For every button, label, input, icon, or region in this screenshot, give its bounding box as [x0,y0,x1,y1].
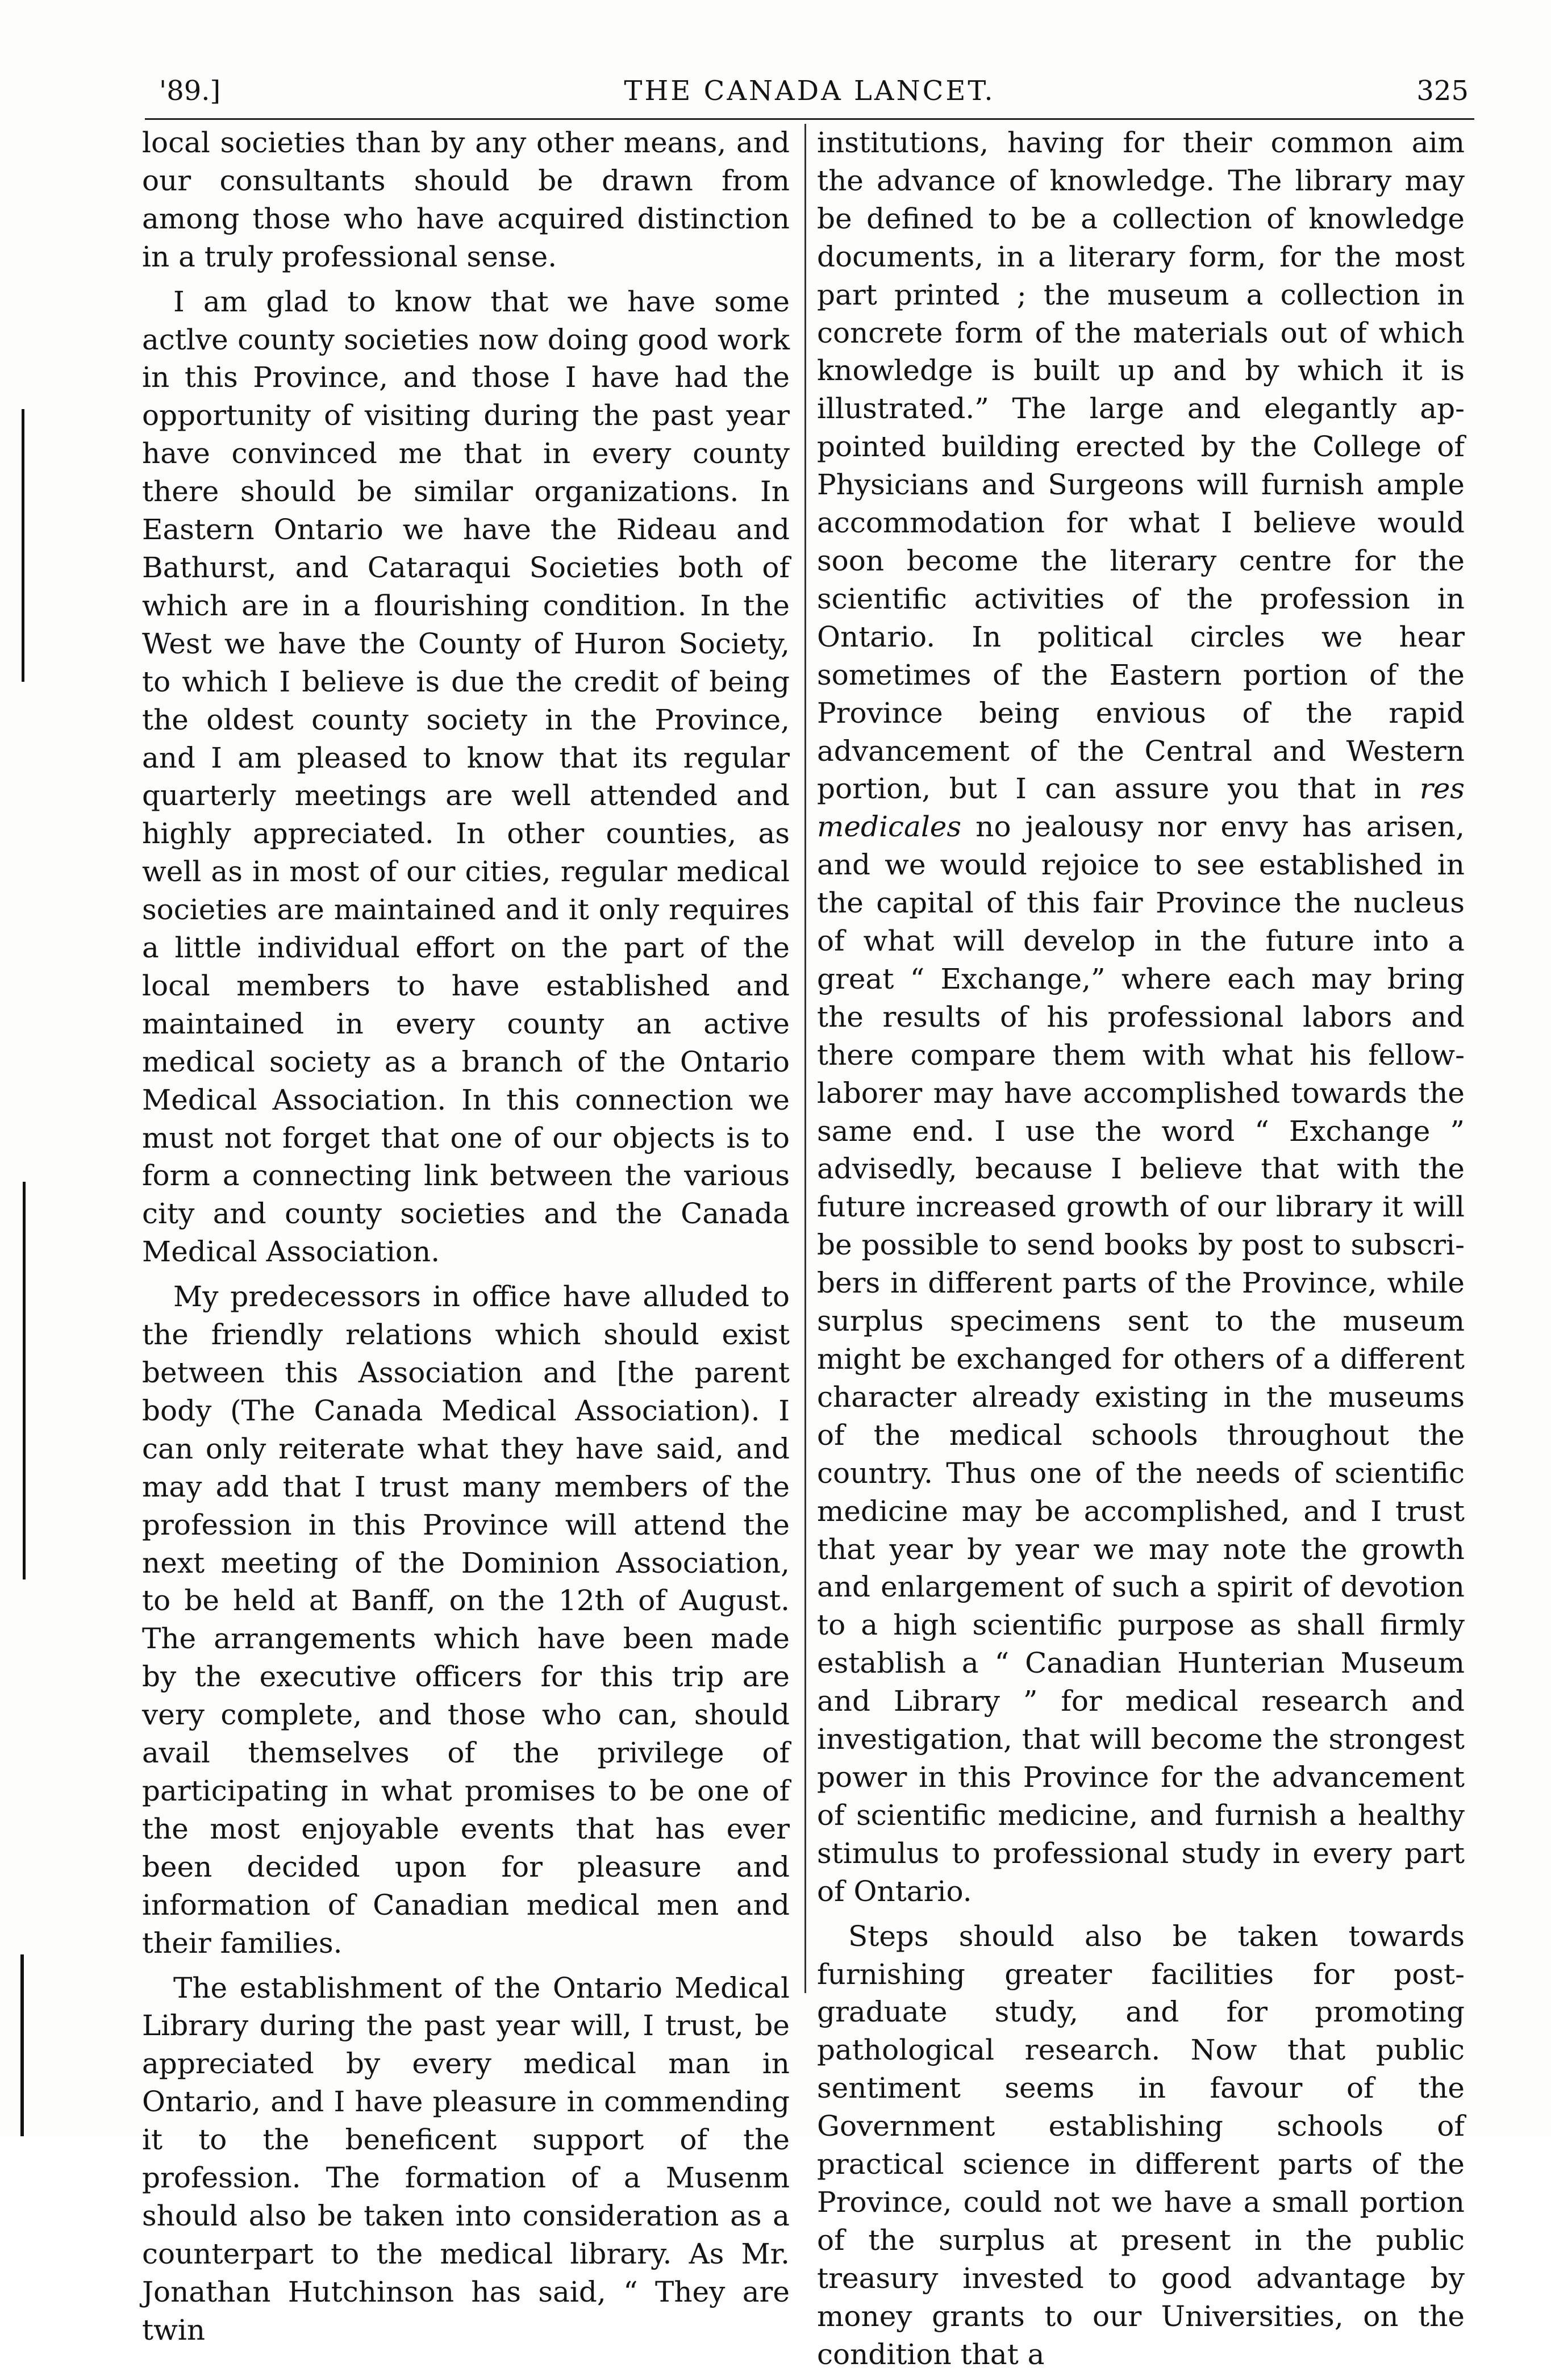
header-year: '89.] [159,75,221,107]
header-rule [145,118,1474,120]
left-column [142,124,790,2356]
page-header [145,68,1474,114]
paragraph: I am glad to know that we have some actlve county societies now doing good work in this Province, and those I have had the opportunity of visiting during the past year have convinced me that in every county there should be similar organizations. In Eastern Ontario we have the Rideau and Bathurst, and Cataraqui Societies both of which are in a flourishing condition. In the West we have the County of Huron Society, to which I believe is due the credit of being the oldest county society in the Province, and I am pleased to know that its regular quarterly meetings are well attended and highly appreciated. In other counties, as well as in most of our cities, regular medical societies are maintained and it only requires a little individual effort on the part of the local members to have established and maintained in every county an active medical society as a branch of the Ontario Medical Association. In this connection we must not forget that one of our objects is to form a connecting link between the various city and county societies and the Canada Medical Association. [142,285,790,1269]
italic-phrase: res medicales [817,772,1465,844]
paragraph: The establishment of the Ontario Medical Library during the past year will, I trust, be appreciated by every medical man in Ontario, and I have pleasure in commending it to the beneficent support of the profession. The formation of a Musenm should also be taken into consideration as a counterpart to the medical library. As Mr. Jonathan Hutchinson has said, “ They are twin [142,1971,790,2346]
page-number: 325 [1416,75,1469,107]
column-divider [804,124,806,1993]
paragraph: My predecessors in office have alluded to the friendly relations which should exist between this Association and [the parent body (The Canada Medical Association). I can only reiterate what they have said, and may add that I trust many members of the profession in this Province will attend the next meeting of the Dominion Association, to be held at Banff, on the 12th of August. The arrangements which have been made by the executive officers for this trip are very complete, and those who can, should avail themselves of the privilege of participating in what promises to be one of the most enjoyable events that has ever been decided upon for pleasure and information of Canadian medical men and their families. [142,1280,790,1960]
scan-edge-mark [23,1182,26,1579]
paragraph-text: institutions, having for their common aim the advance of knowledge. The library may be defined to be a collection of knowledge documents, in a literary form, for the most part printed ; the museum a collection in concrete form of the materials out of which knowledge is built up and by which it is illustrated.” The large and elegantly appointed building erected by the College of Physicians and Surgeons will furnish ample accommodation for what I believe would soon become the literary centre for the scientific activities of the profession in Ontario. In political circles we hear sometimes of the Eastern portion of the Province being envious of the rapid advancement of the Central and Western portion, but I can assure you that in [817,126,1465,806]
paragraph: Steps should also be taken towards furnishing greater facilities for post-graduate study, and for promoting pathological research. Now that public sentiment seems in favour of the Government establishing schools of practical science in different parts of the Province, could not we have a small portion of the surplus at present in the public treasury invested to good advantage by money grants to our Universities, on the condition that a [817,1919,1465,2371]
scan-edge-mark [20,1954,24,2136]
right-column [817,124,1465,2380]
scan-edge-mark [22,409,24,682]
paragraph [817,124,1465,1911]
paragraph-text: no jealousy nor envy has arisen, and we would rejoice to see established in the capital of this fair Province the nucleus of what will develop in the future into a great “ Exchange,” where each may bring the results of his professional labors and there compare them with what his fellow-laborer may have accomplished towards the same end. I use the word “ Exchange ” advisedly, because I believe that with the future increased growth of our library it will be possible to send books by post to subscribers in different parts of the Province, while surplus specimens sent to the museum might be exchanged for others of a different character already existing in the museums of the medical schools throughout the country. Thus one of the needs of scientific medicine may be accomplished, and I trust that year by year we may note the growth and enlargement of such a spirit of devotion to a high scientific purpose as shall firmly establish a “ Canadian Hunterian Museum and Library ” for medical research and investigation, that will become the strongest power in this Province for the advancement of scientific medicine, and furnish a healthy stimulus to professional study in every part of Ontario. [817,810,1465,1908]
paragraph: local societies than by any other means, and our consultants should be drawn from among those who have acquired distinction in a truly professional sense. [142,126,790,273]
journal-title: THE CANADA LANCET. [624,75,995,107]
